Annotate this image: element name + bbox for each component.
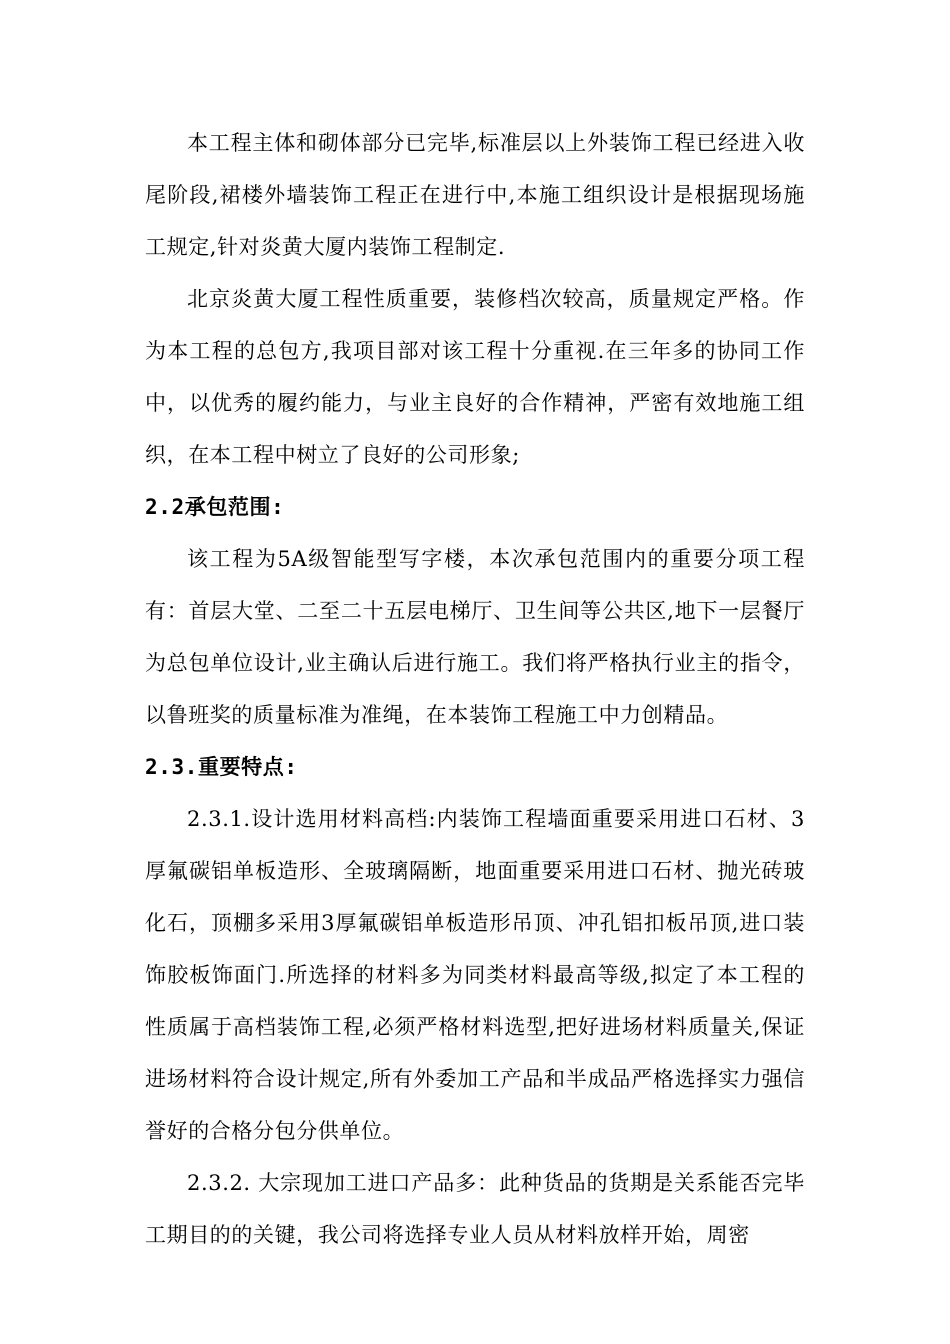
document-body: [145, 117, 805, 1261]
feature-paragraph-2: 2.3.2. 大宗现加工进口产品多：此种货品的货期是关系能否完毕工期目的的关键，我公司将选择专业人员从材料放样开始，周密: [145, 1171, 805, 1247]
section-heading-scope: 2.2承包范围:: [145, 495, 285, 519]
intro-paragraph-2: 北京炎黄大厦工程性质重要，装修档次较高，质量规定严格。作为本工程的总包方,我项目部对该工程十分重视.在三年多的协同工作中，以优秀的履约能力，与业主良好的合作精神，严密有效地施工组织，在本工程中树立了良好的公司形象;: [145, 287, 805, 467]
section-heading-features: 2.3.重要特点:: [145, 755, 298, 779]
scope-paragraph: 该工程为5A级智能型写字楼，本次承包范围内的重要分项工程有：首层大堂、二至二十五层电梯厅、卫生间等公共区,地下一层餐厅为总包单位设计,业主确认后进行施工。我们将严格执行业主的指令，以鲁班奖的质量标准为准绳，在本装饰工程施工中力创精品。: [145, 547, 805, 727]
intro-paragraph-1: 本工程主体和砌体部分已完毕,标准层以上外装饰工程已经进入收尾阶段,裙楼外墙装饰工程正在进行中,本施工组织设计是根据现场施工规定,针对炎黄大厦内装饰工程制定.: [145, 131, 805, 259]
feature-paragraph-1: 2.3.1.设计选用材料高档:内装饰工程墙面重要采用进口石材、3厚氟碳铝单板造形、全玻璃隔断，地面重要采用进口石材、抛光砖玻化石，顶棚多采用3厚氟碳铝单板造形吊顶、冲孔铝扣板吊顶,进口装饰胶板饰面门.所选择的材料多为同类材料最高等级,拟定了本工程的性质属于高档装饰工程,必须严格材料选型,把好进场材料质量关,保证进场材料符合设计规定,所有外委加工产品和半成品严格选择实力强信誉好的合格分包分供单位。: [145, 807, 805, 1143]
